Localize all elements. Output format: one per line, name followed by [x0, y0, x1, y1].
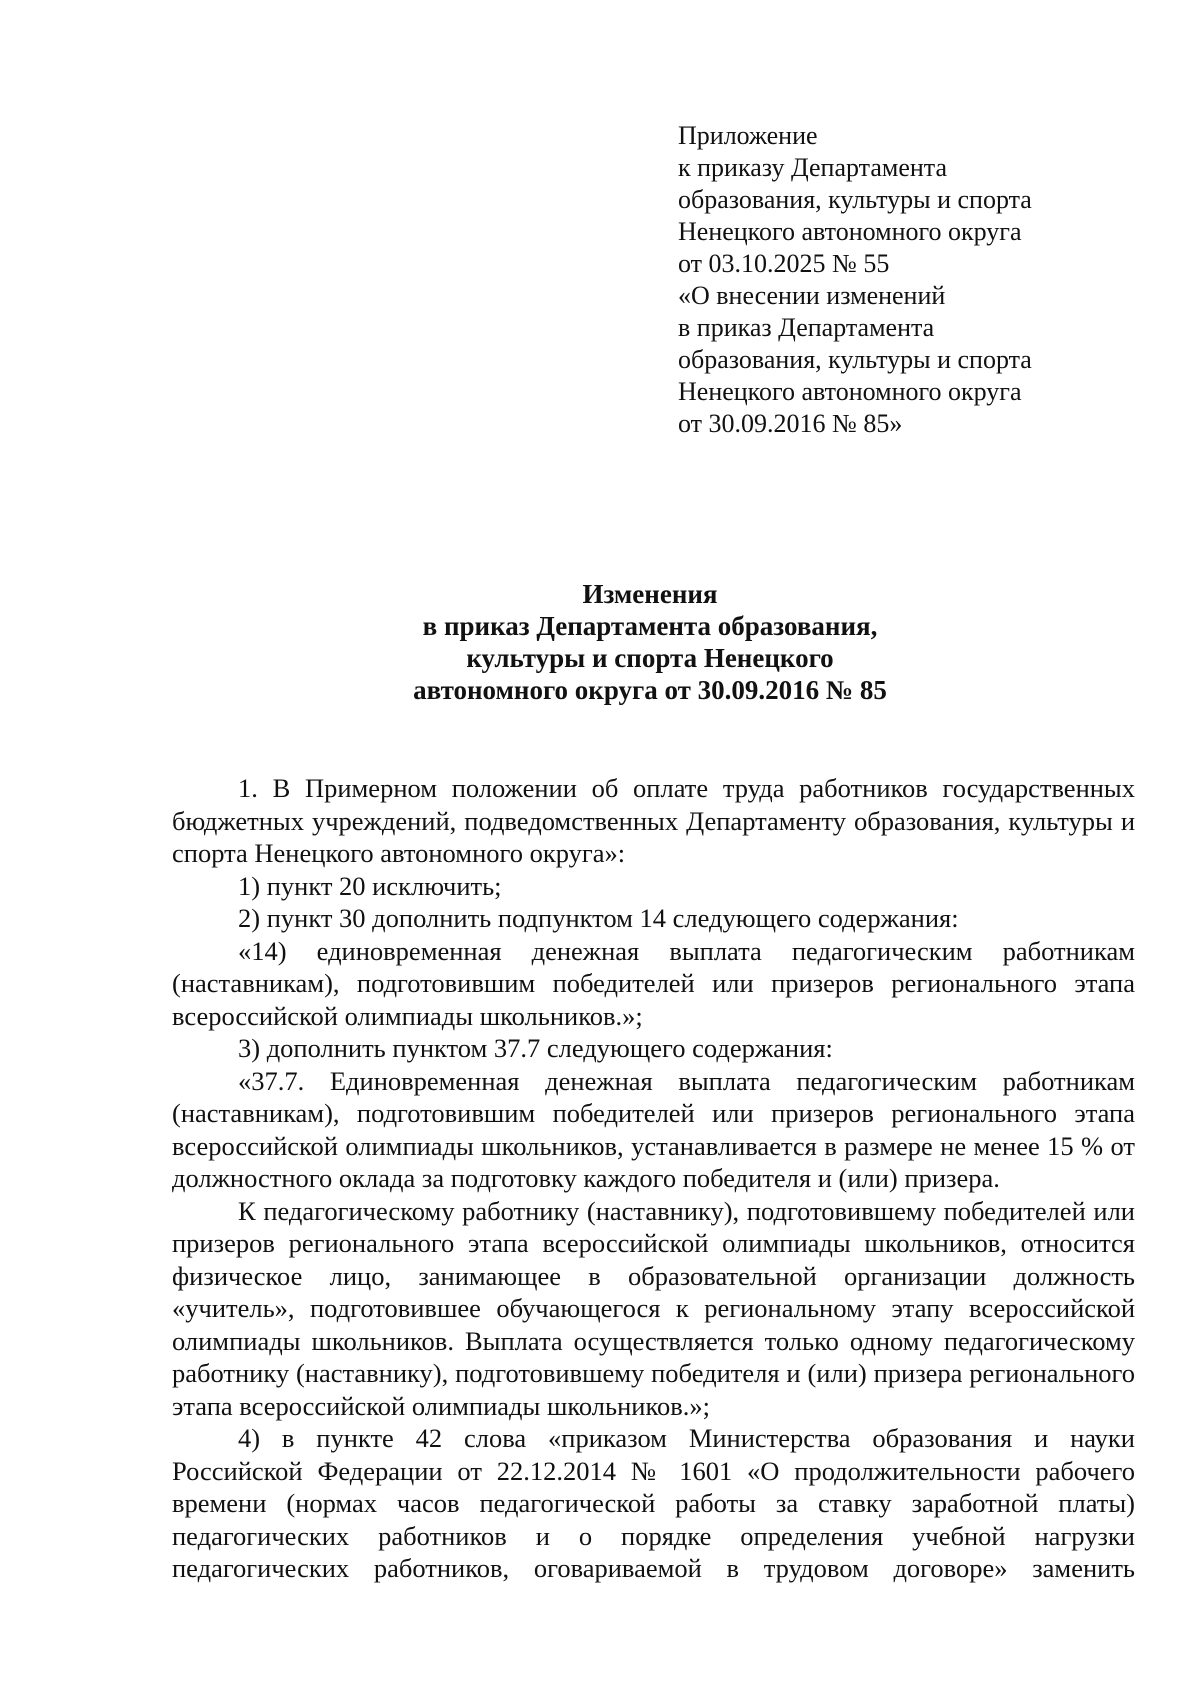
appendix-line: к приказу Департамента	[678, 153, 948, 182]
appendix-block	[678, 120, 1158, 440]
body-paragraph: «14) единовременная денежная выплата педагогическим работникам (наставникам), подготовившим победителей или призеров регионального этапа всероссийской олимпиады школьников.»;	[172, 935, 1135, 1031]
document-heading	[170, 578, 1130, 706]
body-paragraph: 2) пункт 30 дополнить подпунктом 14 следующего содержания:	[238, 903, 959, 933]
body-paragraph: 1) пункт 20 исключить;	[238, 870, 502, 901]
heading-line: в приказ Департамента образования,	[422, 611, 878, 641]
appendix-line: Приложение	[678, 121, 818, 150]
appendix-line: «О внесении изменений	[678, 281, 946, 310]
appendix-line: в приказ Департамента	[678, 313, 935, 342]
body-paragraph: «37.7. Единовременная денежная выплата педагогическим работникам (наставникам), подготовившим победителей или призеров регионального этапа всероссийской олимпиады школьников, устанавливается в размере не менее 15 % от должностного оклада за подготовку каждого победителя и (или) призера.	[172, 1065, 1135, 1193]
appendix-line: Ненецкого автономного округа	[678, 377, 1022, 406]
appendix-line: Ненецкого автономного округа	[678, 217, 1022, 246]
heading-line: культуры и спорта Ненецкого	[466, 643, 834, 673]
appendix-line: образования, культуры и спорта	[678, 345, 1032, 374]
document-body	[172, 772, 1135, 1585]
heading-line: Изменения	[582, 579, 718, 609]
body-paragraph: 1. В Примерном положении об оплате труда работников государственных бюджетных учреждений, подведомственных Департаменту образования, культуры и спорта Ненецкого автономного округа»:	[172, 773, 1135, 868]
appendix-line: от 30.09.2016 № 85»	[678, 409, 903, 438]
body-paragraph: К педагогическому работнику (наставнику), подготовившему победителей или призеров регионального этапа всероссийской олимпиады школьников, относится физическое лицо, занимающее в образовательной организации должность «учитель», подготовившее обучающегося к региональному этапу всероссийской олимпиады школьников. Выплата осуществляется только одному педагогическому работнику (наставнику), подготовившему победителя и (или) призера регионального этапа всероссийской олимпиады школьников.»;	[172, 1195, 1135, 1421]
body-paragraph: 4) в пункте 42 слова «приказом Министерства образования и науки Российской Федерации от 22.12.2014 № 1601 «О продолжительности рабочего времени (нормах часов педагогической работы за ставку заработной платы) педагогических работников и о порядке определения учебной нагрузки педагогических работников, оговариваемой в трудовом договоре» заменить	[172, 1423, 1135, 1583]
heading-line: автономного округа от 30.09.2016 № 85	[413, 675, 887, 705]
appendix-line: от 03.10.2025 № 55	[678, 249, 890, 278]
appendix-line: образования, культуры и спорта	[678, 185, 1032, 214]
body-paragraph: 3) дополнить пунктом 37.7 следующего содержания:	[238, 1033, 833, 1063]
